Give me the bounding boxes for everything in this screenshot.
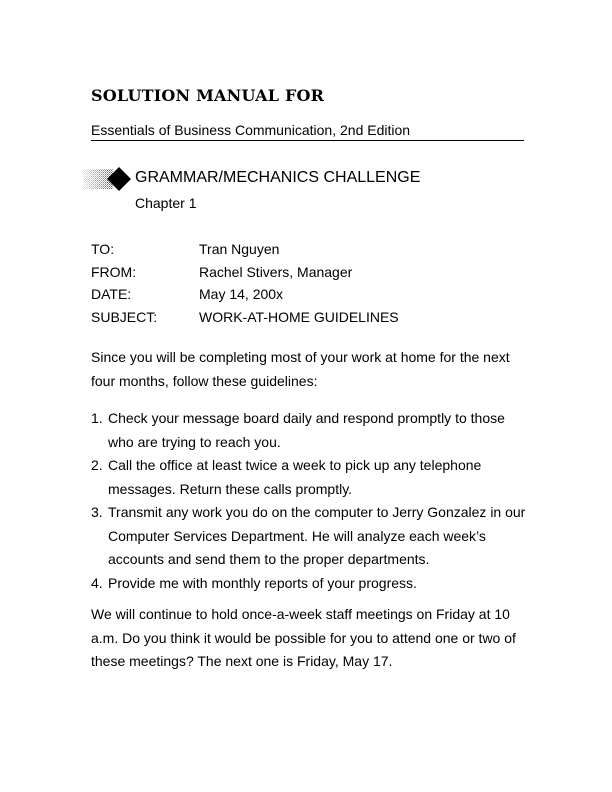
- section-heading: GRAMMAR/MECHANICS CHALLENGE: [135, 169, 421, 186]
- memo-subject-label: SUBJECT:: [91, 308, 158, 325]
- document-subtitle: Essentials of Business Communication, 2nd Edition: [91, 122, 411, 138]
- memo-subject-value: WORK-AT-HOME GUIDELINES: [199, 308, 399, 325]
- chapter-label: Chapter 1: [135, 195, 197, 211]
- memo-from-value: Rachel Stivers, Manager: [199, 263, 353, 280]
- memo-date-label: DATE:: [91, 286, 132, 302]
- list-item-text: Call the office at least twice a week to pick up any telephone messages. Return these calls promptly.: [108, 457, 482, 497]
- list-item: [91, 407, 531, 454]
- intro-paragraph: Since you will be completing most of your work at home for the next four months, follow these guidelines:: [91, 349, 510, 389]
- memo-to-row: [91, 238, 399, 261]
- memo-to-label: TO:: [91, 241, 115, 257]
- memo-from-label: FROM:: [91, 263, 137, 280]
- memo-header: [91, 238, 399, 328]
- page-title: SOLUTION MANUAL FOR: [91, 86, 325, 105]
- list-item-number: 4.: [91, 574, 103, 591]
- memo-date-value: May 14, 200x: [199, 286, 284, 302]
- diamond-bullet-icon: [83, 166, 131, 192]
- memo-from-row: [91, 261, 399, 284]
- list-item: [91, 501, 531, 572]
- memo-to-value: Tran Nguyen: [199, 241, 280, 257]
- closing-paragraph: We will continue to hold once-a-week staff meetings on Friday at 10 a.m. Do you think it would be possible for you to attend one or two of these meetings? The next one is Friday, May 17.: [91, 606, 516, 669]
- guidelines-list: [91, 407, 531, 595]
- memo-subject-row: [91, 306, 399, 329]
- list-item-number: 1.: [91, 410, 103, 426]
- list-item-text: Provide me with monthly reports of your progress.: [108, 574, 417, 591]
- list-item-number: 3.: [91, 504, 103, 520]
- list-item-text: Check your message board daily and respond promptly to those who are trying to reach you.: [108, 410, 505, 450]
- subtitle-divider: [91, 140, 524, 141]
- list-item-text: Transmit any work you do on the computer to Jerry Gonzalez in our Computer Services Department. He will analyze each week’s accounts and send them to the proper departments.: [108, 504, 526, 567]
- memo-date-row: [91, 283, 399, 306]
- list-item-number: 2.: [91, 457, 103, 473]
- list-item: [91, 572, 531, 596]
- list-item: [91, 454, 531, 501]
